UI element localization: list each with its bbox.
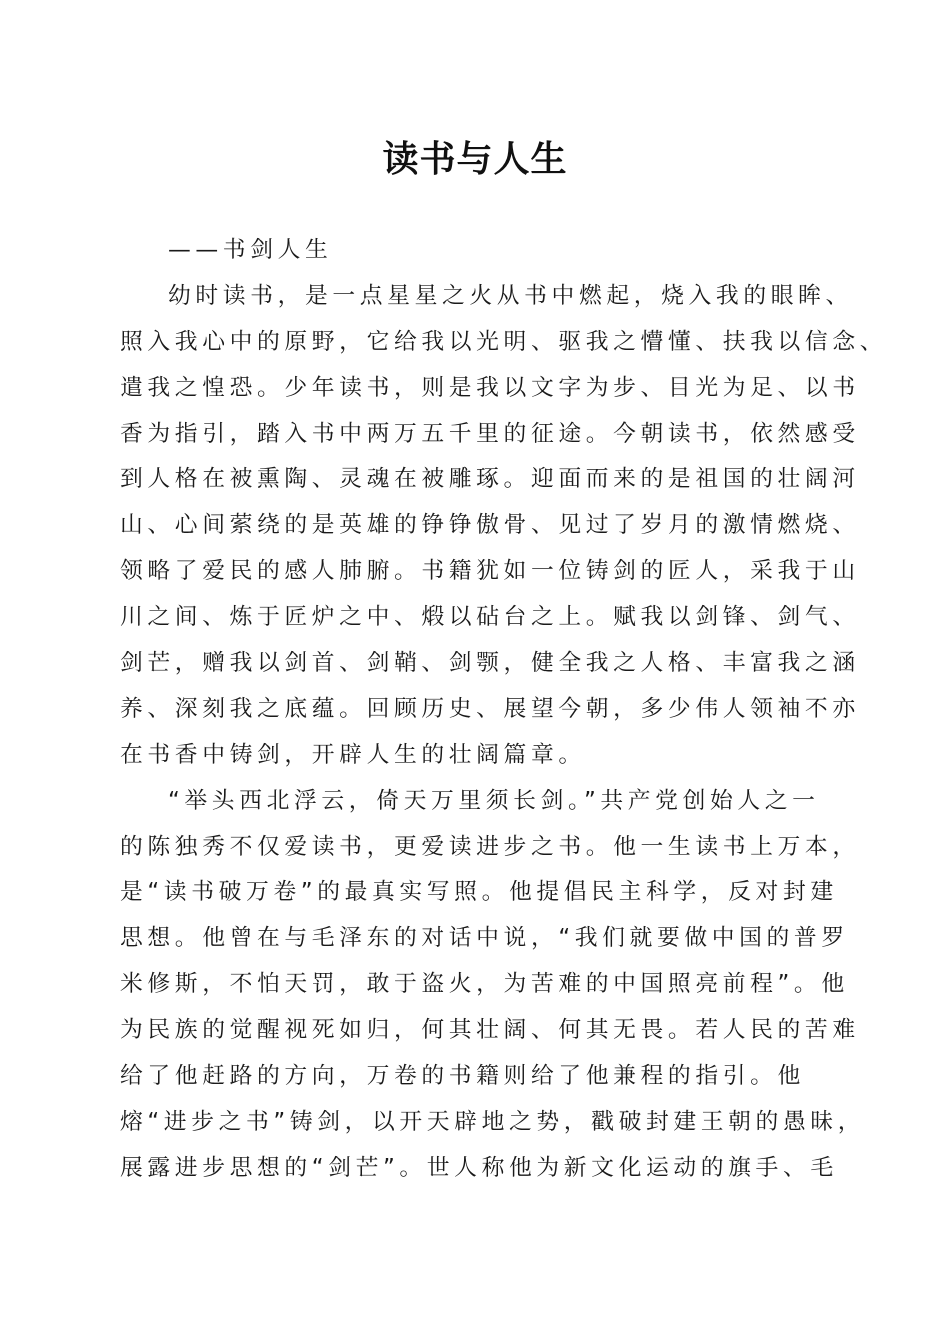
paragraph-2-line: 给了他赶路的方向，万卷的书籍则给了他兼程的指引。他 xyxy=(120,1063,805,1090)
paragraph-2-line: 展露进步思想的“剑芒”。世人称他为新文化运动的旗手、毛 xyxy=(120,1154,838,1181)
paragraph-1-line: 照入我心中的原野，它给我以光明、驱我之懵懂、扶我以信念、 xyxy=(120,328,888,355)
paragraph-2-line: 熔“进步之书”铸剑，以开天辟地之势，戳破封建王朝的愚昧， xyxy=(120,1108,866,1135)
document-body xyxy=(120,228,888,1192)
paragraph-1-line: 到人格在被熏陶、灵魂在被雕琢。迎面而来的是祖国的壮阔河 xyxy=(120,466,860,493)
paragraph-2-line: 为民族的觉醒视死如归，何其壮阔、何其无畏。若人民的苦难 xyxy=(120,1017,860,1044)
paragraph-1-line: 山、心间萦绕的是英雄的铮铮傲骨、见过了岁月的激情燃烧、 xyxy=(120,512,860,539)
paragraph-1-line: 川之间、炼于匠炉之中、煅以砧台之上。赋我以剑锋、剑气、 xyxy=(120,604,860,631)
paragraph-2-line: 思想。他曾在与毛泽东的对话中说，“我们就要做中国的普罗 xyxy=(120,925,849,952)
paragraph-1-line: 在书香中铸剑，开辟人生的壮阔篇章。 xyxy=(120,741,586,768)
paragraph-1-line: 养、深刻我之底蕴。回顾历史、展望今朝，多少伟人领袖不亦 xyxy=(120,695,860,722)
paragraph-1-line: 幼时读书，是一点星星之火从书中燃起，烧入我的眼眸、 xyxy=(168,282,853,309)
subtitle: ——书剑人生 xyxy=(168,237,333,263)
document-title: 读书与人生 xyxy=(382,138,568,180)
paragraph-1-line: 领略了爱民的感人肺腑。书籍犹如一位铸剑的匠人，采我于山 xyxy=(120,558,860,585)
paragraph-1-line: 遣我之惶恐。少年读书，则是我以文字为步、目光为足、以书 xyxy=(120,374,860,401)
paragraph-2-line: 的陈独秀不仅爱读书，更爱读进步之书。他一生读书上万本， xyxy=(120,833,860,860)
paragraph-2-line: 是“读书破万卷”的最真实写照。他提倡民主科学，反对封建 xyxy=(120,879,838,906)
paragraph-2-line: 米修斯，不怕天罚，敢于盗火，为苦难的中国照亮前程”。他 xyxy=(120,971,849,998)
paragraph-1-line: 香为指引，踏入书中两万五千里的征途。今朝读书，依然感受 xyxy=(120,420,860,447)
paragraph-1-line: 剑芒，赠我以剑首、剑鞘、剑颚，健全我之人格、丰富我之涵 xyxy=(120,650,860,677)
paragraph-2-line: “举头西北浮云，倚天万里须长剑。”共产党创始人之一 xyxy=(168,787,820,814)
